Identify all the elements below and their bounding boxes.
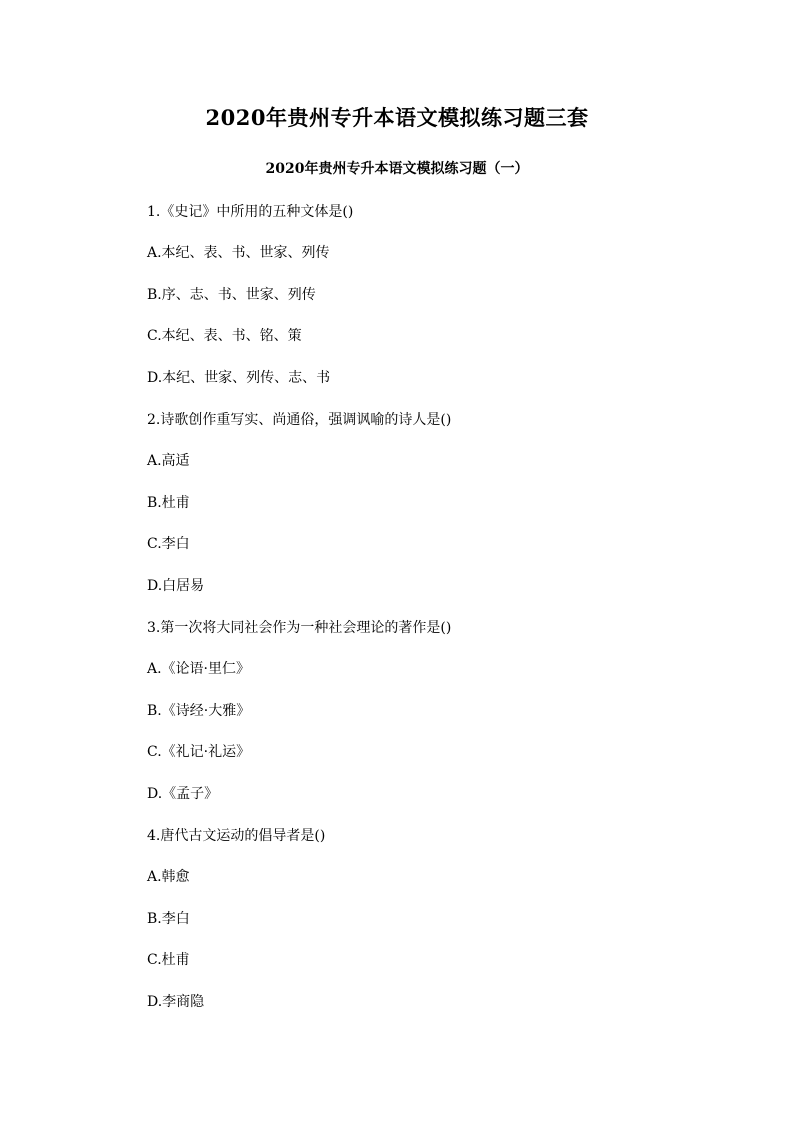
question-1-option-a: A.本纪、表、书、世家、列传: [147, 245, 330, 261]
question-1-option-d: D.本纪、世家、列传、志、书: [147, 370, 331, 386]
document-title: 2020年贵州专升本语文模拟练习题三套: [205, 105, 589, 130]
question-3-option-d: D.《孟子》: [147, 786, 219, 802]
question-2-option-a: A.高适: [147, 453, 190, 469]
question-3-stem: 3.第一次将大同社会作为一种社会理论的著作是(): [147, 620, 452, 636]
question-3-option-c: C.《礼记·礼运》: [147, 744, 251, 760]
question-4-option-b: B.李白: [147, 911, 190, 927]
question-3-option-a: A.《论语·里仁》: [147, 661, 251, 677]
question-1-stem: 1.《史记》中所用的五种文体是(): [147, 204, 354, 220]
question-2-option-d: D.白居易: [147, 578, 205, 594]
question-2-option-b: B.杜甫: [147, 495, 190, 511]
section-title: 2020年贵州专升本语文模拟练习题（一）: [265, 161, 529, 177]
question-3-option-b: B.《诗经·大雅》: [147, 703, 251, 719]
question-1-option-b: B.序、志、书、世家、列传: [147, 287, 316, 303]
question-2-stem: 2.诗歌创作重写实、尚通俗，强调讽喻的诗人是(): [147, 412, 452, 428]
question-1-option-c: C.本纪、表、书、铭、策: [147, 328, 302, 344]
question-2-option-c: C.李白: [147, 536, 190, 552]
question-4-option-c: C.杜甫: [147, 952, 190, 968]
question-4-option-a: A.韩愈: [147, 869, 190, 885]
question-4-option-d: D.李商隐: [147, 994, 205, 1010]
question-4-stem: 4.唐代古文运动的倡导者是(): [147, 828, 326, 844]
